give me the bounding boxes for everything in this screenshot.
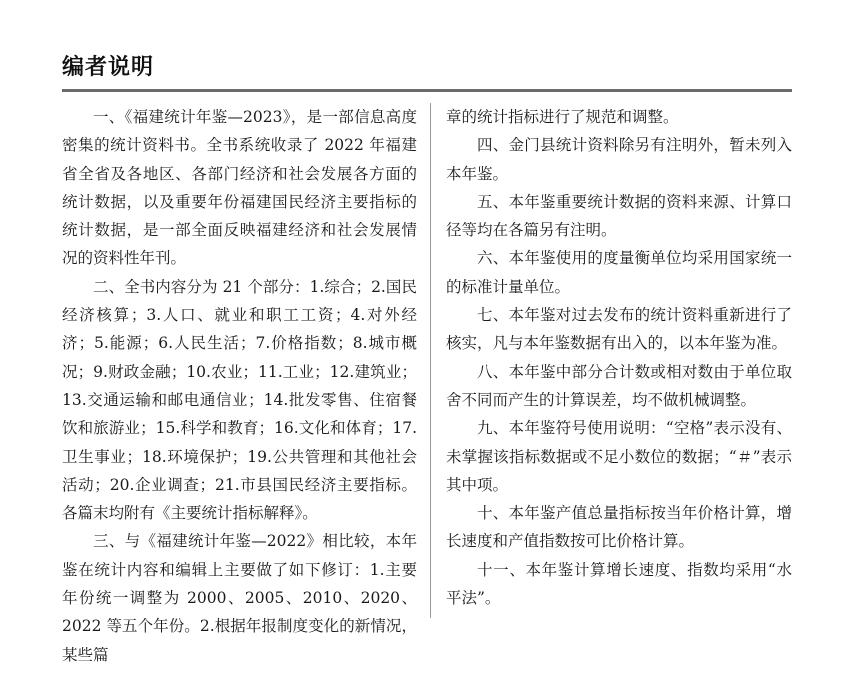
paragraph-10: 十、本年鉴产值总量指标按当年价格计算，增长速度和产值指数按可比价格计算。 <box>446 504 792 551</box>
paragraph-11: 十一、本年鉴计算增长速度、指数均采用“水平法”。 <box>446 560 792 608</box>
paragraph-6: 六、本年鉴使用的度量衡单位均采用国家统一的标准计量单位。 <box>446 249 792 296</box>
right-column <box>446 103 792 612</box>
paragraph-8: 八、本年鉴中部分合计数或相对数由于单位取舍不同而产生的计算误差，均不做机械调整。 <box>446 362 792 409</box>
paragraph-7: 七、本年鉴对过去发布的统计资料重新进行了核实，凡与本年鉴数据有出入的，以本年鉴为准。 <box>446 306 792 353</box>
paragraph-2: 二、全书内容分为 21 个部分：1.综合；2.国民经济核算；3.人口、就业和职工工资；4.对外经济；5.能源；6.人民生活；7.价格指数；8.城市概况；9.财政金融；10.农业；11.工业；12.建筑业；13.交通运输和邮电通信业；14.批发零售、住宿餐饮和旅游业；15.科学和教育；16.文化和体育；17.卫生事业；18.环境保护；19.公共管理和其他社会活动；20.企业调查；21.市县国民经济主要指标。各篇末均附有《主要统计指标解释》。 <box>62 277 417 523</box>
paragraph-1: 一、《福建统计年鉴—2023》，是一部信息高度密集的统计资料书。全书系统收录了 2022 年福建省全省及各地区、各部门经济和社会发展各方面的统计数据，以及重要年份福建国民经济主要指标的统计数据，是一部全面反映福建经济和社会发展情况的资料性年刊。 <box>62 108 417 268</box>
left-column <box>62 103 417 669</box>
paragraph-4: 四、金门县统计资料除另有注明外，暂未列入本年鉴。 <box>446 136 792 183</box>
column-divider <box>430 103 431 618</box>
paragraph-9: 九、本年鉴符号使用说明：“空格”表示没有、未掌握该指标数据或不足小数位的数据；“＃”表示其中项。 <box>446 419 792 494</box>
paragraph-3-continuation: 章的统计指标进行了规范和调整。 <box>446 108 679 126</box>
paragraph-5: 五、本年鉴重要统计数据的资料来源、计算口径等均在各篇另有注明。 <box>446 192 792 240</box>
paragraph-3: 三、与《福建统计年鉴—2022》相比较，本年鉴在统计内容和编辑上主要做了如下修订：1.主要年份统一调整为 2000、2005、2010、2020、2022 等五个年份。2.根据年报制度变化的新情况，某些篇 <box>62 532 417 664</box>
page-title: 编者说明 <box>62 55 155 80</box>
title-rule <box>62 89 792 92</box>
